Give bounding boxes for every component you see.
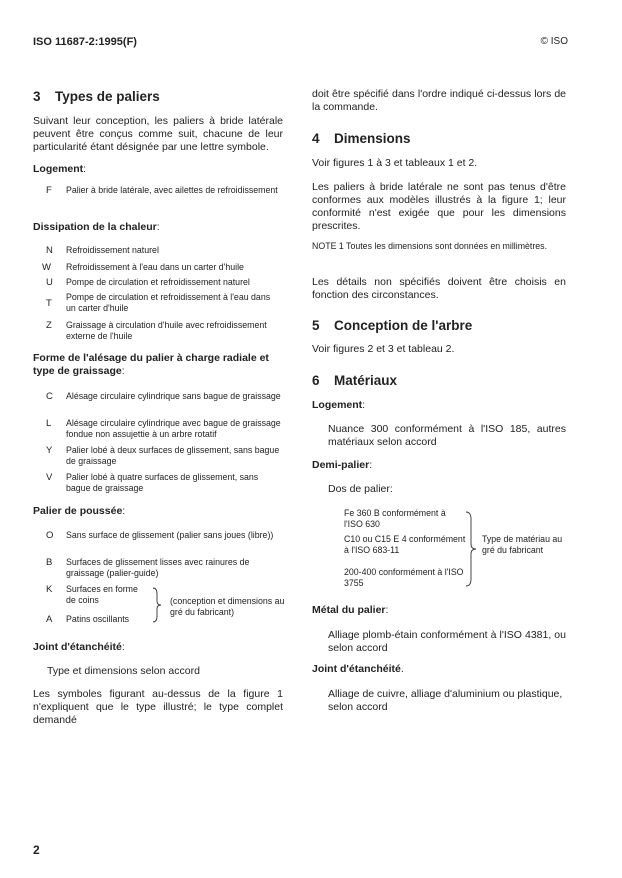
logement-heading: Logement: [33,163,87,175]
brace-icon [464,512,476,586]
list-item: C10 ou C15 E 4 conformément à l'ISO 683-11 [344,534,466,555]
forme-heading: Forme de l'alésage du palier à charge radiale et type de graissage: [33,352,269,377]
materiaux-joint-text: Alliage de cuivre, alliage d'aluminium ou plastique, selon accord [328,688,563,713]
section-6-heading: 6 Matériaux [312,373,398,388]
materiaux-logement-text: Nuance 300 conformément à l'ISO 185, autres matériaux selon accord [328,423,566,448]
metal-text: Alliage plomb-étain conformément à l'ISO 4381, ou selon accord [328,629,566,654]
poussee-heading: Palier de poussée: [33,505,126,517]
joint-text: Type et dimensions selon accord [47,665,200,677]
section-5-heading: 5 Conception de l'arbre [312,318,473,333]
materiaux-logement-heading: Logement: [312,399,366,411]
section-3-heading: 3 Types de paliers [33,89,160,104]
list-item: T Pompe de circulation et refroidissement à l'eau dans un carter d'huile [46,292,271,313]
list-item: Fe 360 B conformément à l'ISO 630 [344,508,446,529]
demi-palier-heading: Demi-palier: [312,459,373,471]
demi-palier-text: Dos de palier: [328,483,393,495]
section-5-p1: Voir figures 2 et 3 et tableau 2. [312,343,455,355]
section-3-intro: Suivant leur conception, les paliers à bride latérale peuvent être conçus comme suit, chacune de leur particularité étant désignée par une lettre symbole. [33,115,283,153]
section-4-heading: 4 Dimensions [312,131,411,146]
section-4-p1: Voir figures 1 à 3 et tableaux 1 et 2. [312,157,478,169]
joint-heading: Joint d'étanchéité: [33,641,125,653]
continuation-text: doit être spécifié dans l'ordre indiqué ci-dessus lors de la commande. [312,88,566,113]
section-4-note: NOTE 1 Toutes les dimensions sont données en millimètres. [312,241,548,251]
materiaux-joint-heading: Joint d'étanchéité. [312,663,404,675]
dissipation-heading: Dissipation de la chaleur: [33,221,160,233]
brace-icon [151,588,161,622]
poussee-brace-note: (conception et dimensions au gré du fabricant) [170,596,285,617]
copyright: © ISO [540,36,568,47]
demi-brace-note: Type de matériau au gré du fabricant [482,534,563,555]
page-number: 2 [33,843,40,857]
closing-paragraph: Les symboles figurant au-dessus de la figure 1 n'expliquent que le type illustré; le type complet demandé [33,688,283,726]
section-4-p3: Les détails non spécifiés doivent être choisis en fonction des circonstances. [312,276,566,301]
document-code: ISO 11687-2:1995(F) [33,36,137,48]
section-4-p2: Les paliers à bride latérale ne sont pas tenus d'être conformes aux modèles illustrés à la figure 1; leur conformité n'est exigée que pour les dimensions prescrites. [312,181,566,232]
metal-heading: Métal du palier: [312,604,389,616]
list-item: 200-400 conformément à l'ISO 3755 [344,567,464,588]
